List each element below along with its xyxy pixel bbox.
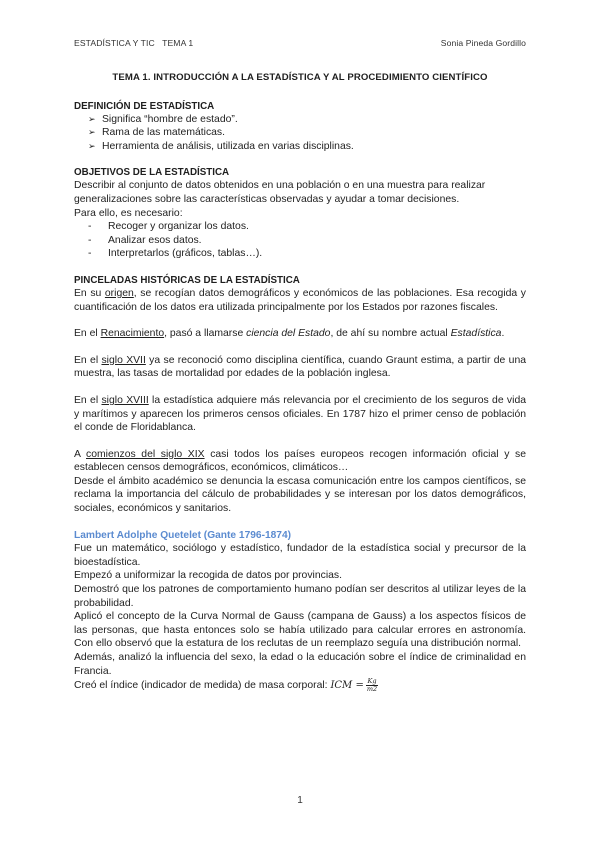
objetivos-intro: Para ello, es necesario: [74,207,183,219]
list-item: ➢ Herramienta de análisis, utilizada en varias disciplinas. [88,140,526,154]
term-renacimiento: Renacimiento [100,328,165,340]
heading-objetivos: OBJETIVOS DE LA ESTADÍSTICA [74,167,230,179]
paragraph-siglo-xix: A comienzos del siglo XIX casi todos los países europeos recogen información oficial y se establecen censos demográficos, económicos, climáticos… [74,448,527,474]
term-origen: origen [104,287,134,299]
paragraph-siglo-xviii: En el siglo XVIII la estadística adquiere más relevancia por el crecimiento de los seguros de vida y marítimos y aparecen los primeros censos oficiales. En 1787 hizo el primer censo de población el conde de Floridablanca. [74,394,526,434]
formula-denominator: m2 [366,685,378,694]
heading-quetelet: Lambert Adolphe Quetelet (Gante 1796-1874) [74,529,292,541]
term-siglo-xvii: siglo XVII [101,354,146,366]
paragraph-siglo-xvii: En el siglo XVII ya se reconoció como disciplina científica, cuando Graunt estima, a partir de una muestra, las tasas de mortalidad por edades de la población inglesa. [74,354,526,380]
icm-formula: ICM = $\frac{Kg}{m2}$ [330,677,378,694]
list-item: - Analizar esos datos. [88,234,526,248]
term-siglo-xviii: siglo XVIII [101,394,149,406]
paragraph-origen: En su origen, se recogían datos demográficos y económicos de las poblaciones. Esa recogida y cuantificación de los datos era utilizada principalmente por los Estados por razones fiscales. [74,287,526,313]
paragraph-academico: Desde el ámbito académico se denuncia la escasa comunicación entre los campos científicos, se reclama la importancia del cálculo de probabilidades y se interesan por los datos demográficos, sociales, económicos y sanitarios. [74,475,526,515]
term-siglo-xix: comienzos del siglo XIX [86,448,205,460]
formula-numerator: Kg [367,677,377,686]
list-item: - Interpretarlos (gráficos, tablas…). [88,247,526,261]
quetelet-p4: Aplicó el concepto de la Curva Normal de Gauss (campana de Gauss) a los aspectos físicos de las personas, que hasta entonces solo se había utilizado para calcular errores en astronomía. Con ello observó que la estatura de los reclutas de un reemplazo seguía una distribución normal. [74,611,526,650]
definicion-list [74,113,526,154]
page-number: 1 [297,795,303,806]
quetelet-p6: Creó el índice (indicador de medida) de masa corporal: ICM = $\frac{Kg}{m2}$ [74,677,378,694]
quetelet-p1: Fue un matemático, sociólogo y estadístico, fundador de la estadística social y precursor de la bioestadística. [74,543,526,568]
header-author: Sonia Pineda Gordillo [440,38,526,48]
document-body [74,71,526,693]
quetelet-p2: Empezó a uniformizar la recogida de datos por provincias. [74,570,342,582]
document-title: TEMA 1. INTRODUCCIÓN A LA ESTADÍSTICA Y AL PROCEDIMIENTO CIENTÍFICO [112,72,488,83]
list-item: ➢ Significa “hombre de estado”. [88,113,526,127]
list-item: ➢ Rama de las matemáticas. [88,126,526,140]
quetelet-p3: Demostró que los patrones de comportamiento humano podían ser descritos al utilizar leyes de la probabilidad. [74,584,526,609]
heading-pinceladas: PINCELADAS HISTÓRICAS DE LA ESTADÍSTICA [74,274,300,286]
quetelet-p5: Además, analizó la influencia del sexo, la edad o la educación sobre el índice de criminalidad en Francia. [74,652,526,677]
header-course: ESTADÍSTICA Y TIC TEMA 1 [74,38,194,48]
heading-definicion: DEFINICIÓN DE ESTADÍSTICA [74,100,215,112]
objetivos-list [74,220,526,261]
list-item: - Recoger y organizar los datos. [88,220,526,234]
paragraph-renacimiento: En el Renacimiento, pasó a llamarse ciencia del Estado, de ahí su nombre actual Estadística. [74,328,505,340]
objetivos-text: Describir al conjunto de datos obtenidos en una población o en una muestra para realizar generalizaciones sobre las características observadas y ayudar a tomar decisiones. [74,180,486,205]
